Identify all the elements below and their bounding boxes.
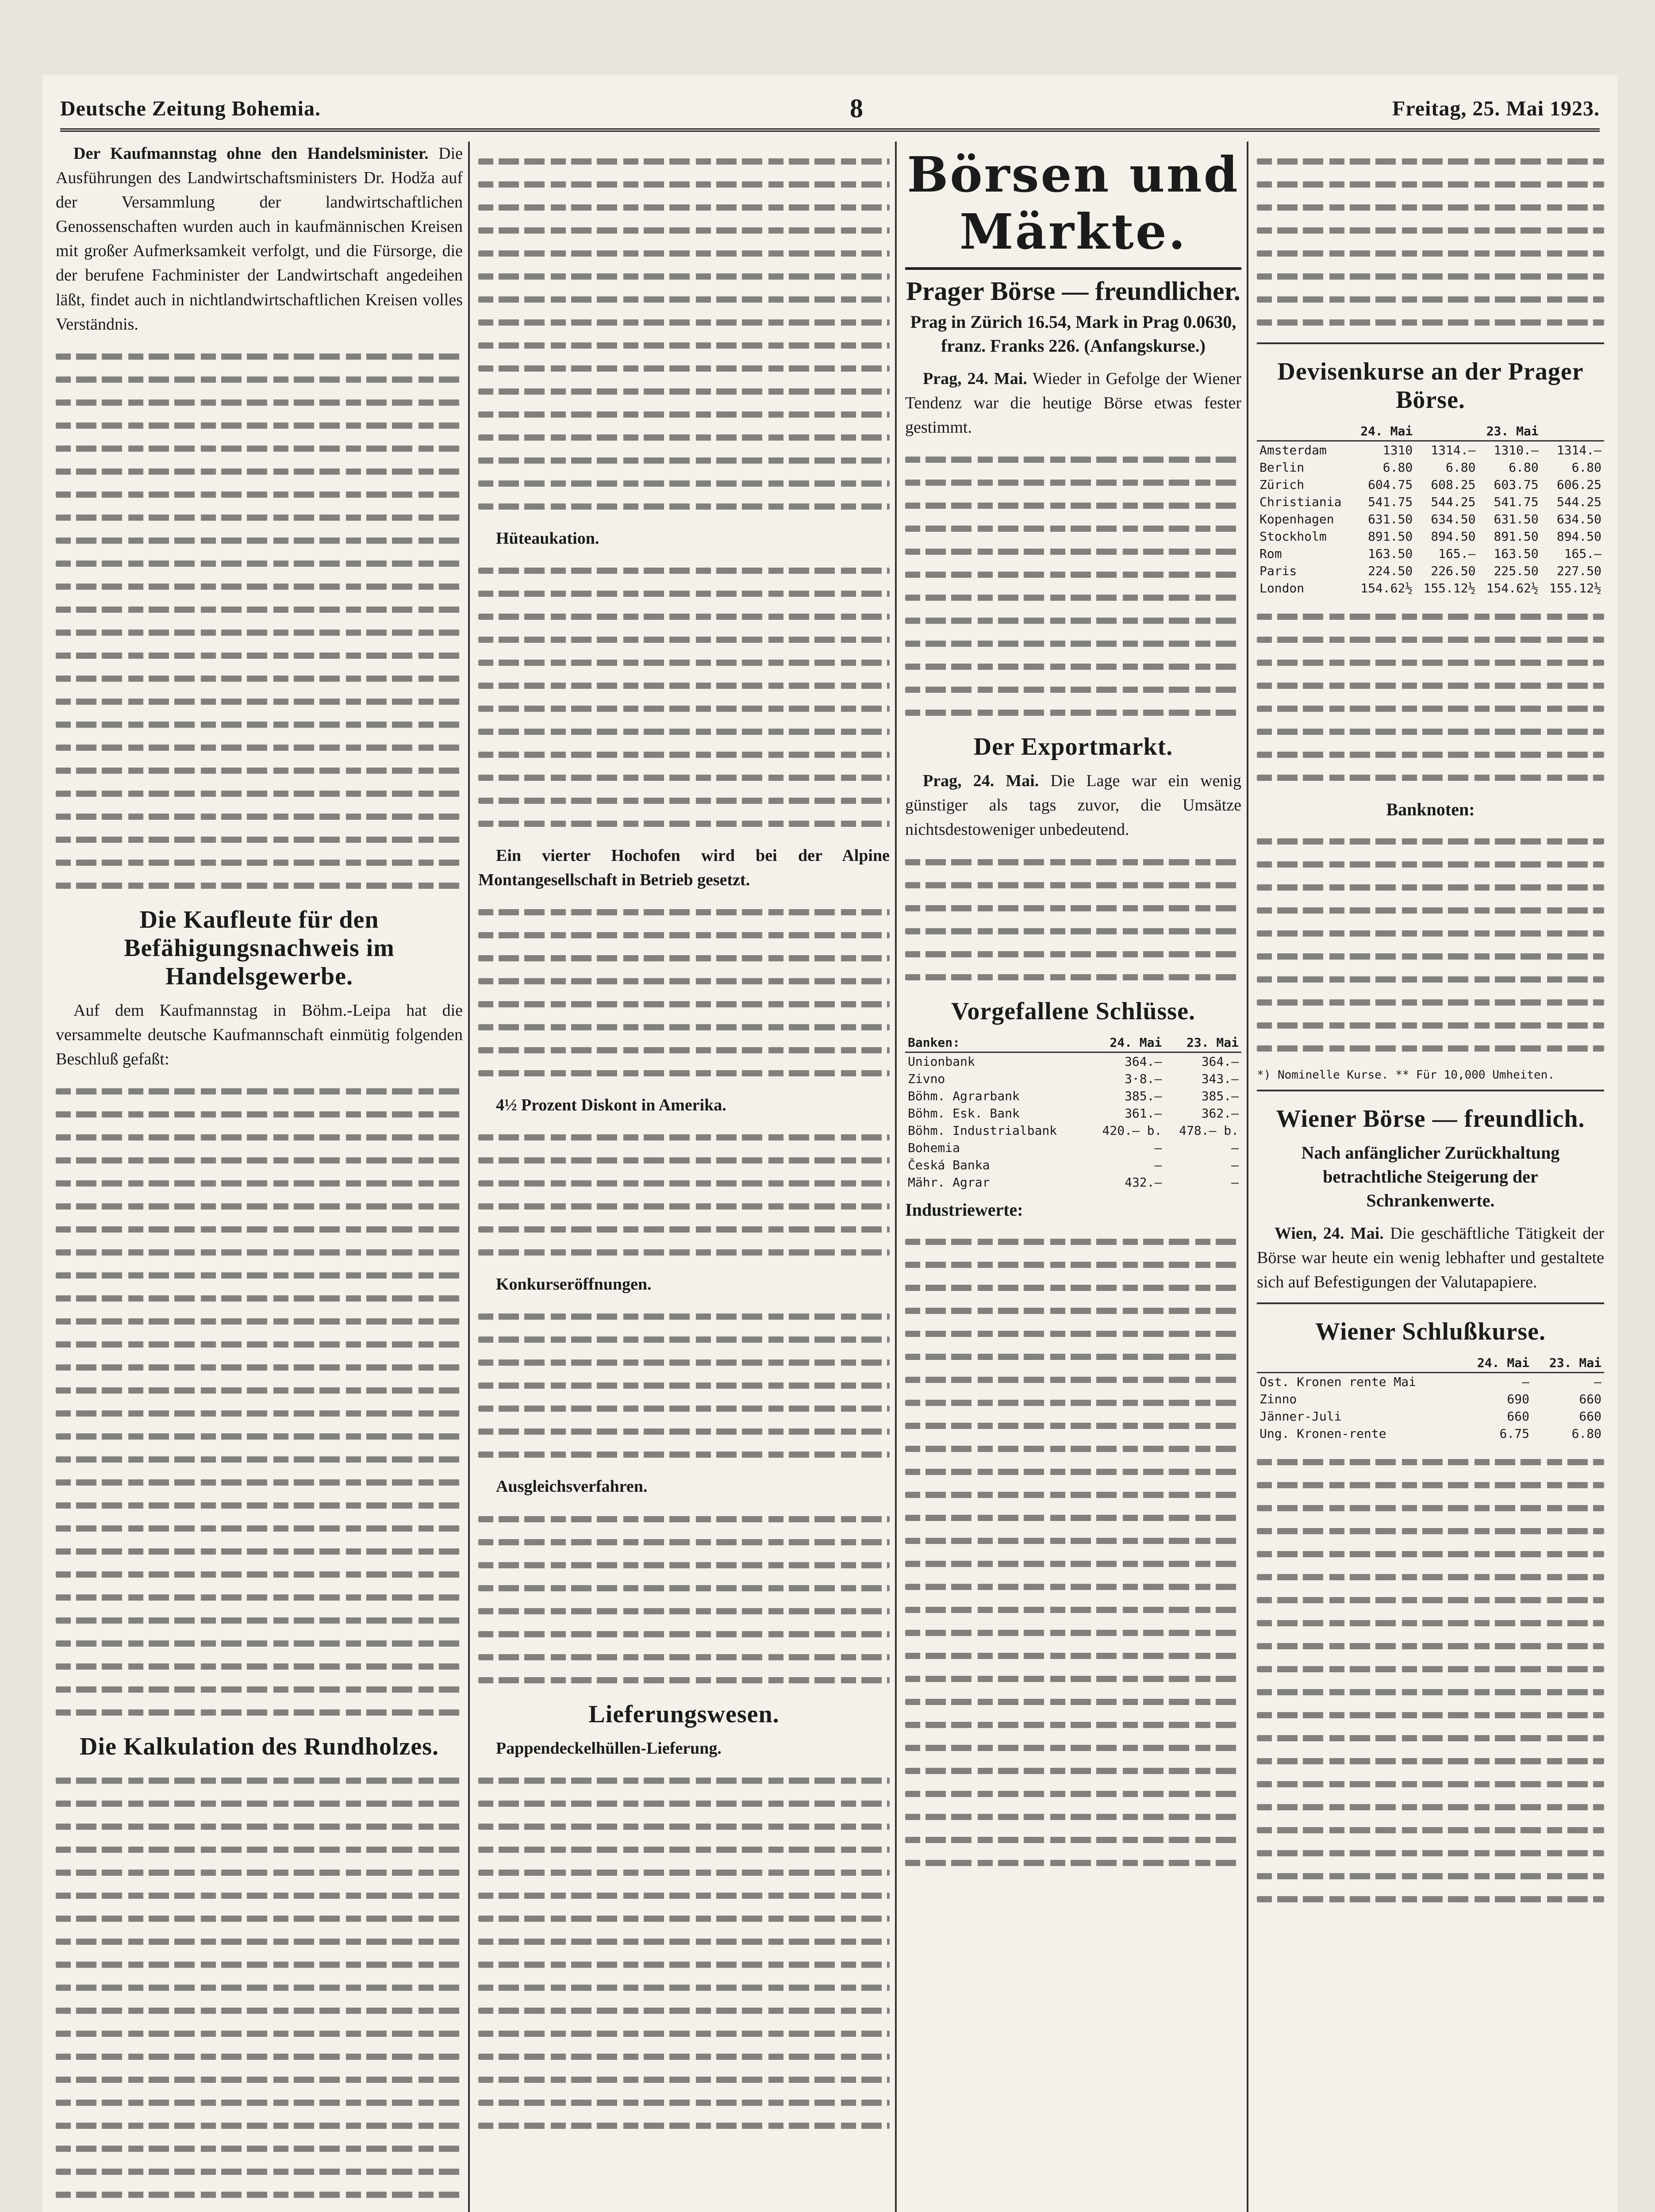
- notice-paragraph: [478, 1736, 890, 1761]
- text-block: [478, 1516, 890, 1683]
- table-cell: 6.80: [1446, 460, 1476, 475]
- notice-lead: Ein vierter Hochofen wird bei der Alpine Montangesellschaft in Betrieb gesetzt.: [478, 846, 890, 890]
- table-row: [1257, 441, 1604, 459]
- section-heading: Vorgefallene Schlüsse.: [951, 997, 1195, 1025]
- table-subheading: Industriewerte:: [905, 1199, 1023, 1220]
- table-cell: Mähr. Agrar: [908, 1175, 990, 1190]
- table-row: [905, 1174, 1241, 1191]
- column-2: [478, 142, 890, 2212]
- table-cell: 891.50: [1368, 529, 1413, 544]
- table-cell: 1310.—: [1494, 443, 1539, 457]
- text-block: [1257, 158, 1604, 326]
- table-cell: 894.50: [1431, 529, 1476, 544]
- table-cell: Unionbank: [908, 1054, 975, 1069]
- table-cell: Ost. Kronen rente Mai: [1259, 1375, 1417, 1390]
- column-rule: [895, 142, 897, 2212]
- table-header-cell: 23. Mai: [1532, 1354, 1604, 1373]
- article-lead: Prag, 24. Mai.: [923, 369, 1027, 388]
- text-block: [478, 1778, 890, 2129]
- column-3: [905, 142, 1241, 2212]
- table-footnote: *) Nominelle Kurse. ** Für 10,000 Umheiten.: [1257, 1068, 1555, 1082]
- market-subnote: Prag in Zürich 16.54, Mark in Prag 0.0630, franz. Franks 226. (Anfangskurse.): [910, 312, 1236, 356]
- table-cell: 604.75: [1368, 477, 1413, 492]
- article-text: Wieder in Gefolge der Wiener Tendenz war die heutige Börse etwas fester gestimmt.: [905, 369, 1241, 437]
- article-lead: Wien, 24. Mai.: [1275, 1224, 1384, 1243]
- table-row: [1257, 1425, 1604, 1442]
- closes-table: [905, 1033, 1241, 1191]
- text-block: [56, 353, 463, 889]
- table-cell: 155.12½: [1423, 581, 1476, 595]
- table-row: [905, 1139, 1241, 1156]
- page-number: 8: [849, 93, 863, 123]
- table-cell: 226.50: [1431, 564, 1476, 578]
- section-divider: [1257, 1302, 1604, 1304]
- section-heading: Wiener Schlußkurse.: [1315, 1318, 1546, 1346]
- table-cell: 634.50: [1556, 512, 1601, 526]
- table-cell: 660: [1579, 1409, 1601, 1424]
- table-header-cell: [1541, 422, 1604, 441]
- table-row: [1257, 1408, 1604, 1425]
- text-block: [478, 1313, 890, 1458]
- table-header-cell: [1257, 1354, 1460, 1373]
- table-cell: Bohemia: [908, 1140, 960, 1155]
- table-cell: Christiania: [1259, 495, 1342, 509]
- table-cell: 544.25: [1431, 495, 1476, 509]
- table-cell: 1314.—: [1431, 443, 1476, 457]
- column-1: [56, 142, 463, 2212]
- section-heading: Der Exportmarkt.: [973, 733, 1173, 761]
- table-cell: 343.—: [1201, 1071, 1239, 1086]
- table-cell: 603.75: [1494, 477, 1539, 492]
- table-cell: 608.25: [1431, 477, 1476, 492]
- table-cell: Böhm. Esk. Bank: [908, 1106, 1020, 1121]
- newspaper-page: [42, 75, 1617, 2212]
- article-paragraph: [56, 142, 463, 337]
- table-cell: Böhm. Agrarbank: [908, 1088, 1020, 1103]
- notice-lead: Ausgleichsverfahren.: [496, 1477, 648, 1496]
- table-row: [1257, 511, 1604, 528]
- text-block: [56, 1778, 463, 2212]
- column-4: [1257, 142, 1604, 2212]
- table-header-cell: Banken:: [905, 1033, 1088, 1052]
- table-cell: 361.—: [1125, 1106, 1162, 1121]
- section-divider: [1257, 1090, 1604, 1091]
- table-cell: 225.50: [1494, 564, 1539, 578]
- table-row: [1257, 545, 1604, 562]
- section-heading: Lieferungswesen.: [588, 1700, 780, 1728]
- table-cell: 364.—: [1201, 1054, 1239, 1069]
- table-cell: Ung. Kronen-rente: [1259, 1426, 1386, 1441]
- text-block: [478, 158, 890, 510]
- table-cell: 385.—: [1201, 1088, 1239, 1103]
- article-paragraph: [905, 367, 1241, 440]
- table-cell: 660: [1579, 1392, 1601, 1407]
- table-cell: Paris: [1259, 564, 1297, 578]
- notice-paragraph: [478, 526, 890, 551]
- notice-paragraph: [478, 1272, 890, 1297]
- article-text: Die Ausführungen des Landwirtschaftsministers Dr. Hodža auf der Versammlung der landwirtschaftlichen Genossenschaften wurden auch in kaufmännischen Kreisen mit großer Aufmerksamkeit verfolgt, und die Fürsorge, die der berufene Fachminister der Landwirtschaft angedeihen läßt, findet auch in nichtlandwirtschaftlichen Kreisen volles Verständnis.: [56, 144, 463, 334]
- table-cell: 154.62½: [1486, 581, 1539, 595]
- table-row: [1257, 476, 1604, 493]
- table-header-row: [1257, 422, 1604, 441]
- table-cell: 165.—: [1564, 546, 1601, 561]
- section-divider: [1257, 342, 1604, 344]
- article-paragraph: Auf dem Kaufmannstag in Böhm.-Leipa hat die versammelte deutsche Kaufmannschaft einmütig folgenden Beschluß gefaßt:: [56, 1001, 463, 1068]
- table-cell: 1314.—: [1556, 443, 1601, 457]
- section-heading: Wiener Börse — freundlich.: [1276, 1105, 1585, 1133]
- table-cell: Stockholm: [1259, 529, 1327, 544]
- devisen-table: [1257, 422, 1604, 597]
- table-cell: 163.50: [1494, 546, 1539, 561]
- notice-paragraph: [478, 844, 890, 892]
- table-row: [1257, 580, 1604, 597]
- notice-lead: Pappendeckelhüllen-Lieferung.: [496, 1739, 722, 1758]
- table-cell: —: [1154, 1157, 1162, 1172]
- table-cell: 1310: [1382, 443, 1413, 457]
- table-cell: 165.—: [1438, 546, 1476, 561]
- table-cell: 634.50: [1431, 512, 1476, 526]
- table-row: [905, 1052, 1241, 1070]
- issue-date: Freitag, 25. Mai 1923.: [1392, 96, 1600, 120]
- table-block: [905, 1239, 1241, 1866]
- table-cell: 660: [1507, 1409, 1529, 1424]
- table-cell: —: [1154, 1140, 1162, 1155]
- article-lead: Der Kaufmannstag ohne den Handelsminister.: [73, 144, 429, 163]
- schluss-table: [1257, 1354, 1604, 1442]
- table-cell: —: [1522, 1375, 1529, 1390]
- notice-lead: Hüteaukation.: [496, 529, 599, 548]
- table-cell: Jänner-Juli: [1259, 1409, 1342, 1424]
- article-lead: Prag, 24. Mai.: [923, 772, 1039, 791]
- table-cell: —: [1231, 1140, 1239, 1155]
- table-header-cell: 23. Mai: [1478, 422, 1541, 441]
- table-cell: Zürich: [1259, 477, 1305, 492]
- table-row: [1257, 459, 1604, 476]
- table-cell: Česká Banka: [908, 1157, 990, 1172]
- table-cell: Böhm. Industrialbank: [908, 1123, 1057, 1138]
- table-cell: 6.80: [1571, 460, 1601, 475]
- running-header: [60, 88, 1600, 132]
- table-row: [1257, 562, 1604, 580]
- column-rule: [1247, 142, 1248, 2212]
- table-cell: 227.50: [1556, 564, 1601, 578]
- table-header-cell: [1257, 422, 1352, 441]
- table-cell: 891.50: [1494, 529, 1539, 544]
- section-heading: Die Kalkulation des Rundholzes.: [79, 1733, 439, 1761]
- text-block: [56, 1088, 463, 1716]
- table-cell: Kopenhagen: [1259, 512, 1334, 526]
- table-row: [905, 1105, 1241, 1122]
- table-header-cell: 24. Mai: [1088, 1033, 1165, 1052]
- table-row: [905, 1122, 1241, 1139]
- notice-lead: 4½ Prozent Diskont in Amerika.: [496, 1096, 726, 1115]
- table-cell: 364.—: [1125, 1054, 1162, 1069]
- table-cell: 541.75: [1494, 495, 1539, 509]
- table-cell: 606.25: [1556, 477, 1601, 492]
- table-cell: 541.75: [1368, 495, 1413, 509]
- text-block: [478, 909, 890, 1076]
- table-header-row: [1257, 1354, 1604, 1373]
- table-cell: 420.— b.: [1102, 1123, 1162, 1138]
- table-header-row: [905, 1033, 1241, 1052]
- table-cell: —: [1231, 1157, 1239, 1172]
- article-paragraph: [905, 769, 1241, 842]
- column-rule: [468, 142, 470, 2212]
- text-block: [478, 568, 890, 827]
- table-cell: Zivno: [908, 1071, 945, 1086]
- table-cell: —: [1231, 1175, 1239, 1190]
- table-cell: 631.50: [1494, 512, 1539, 526]
- table-cell: 6.80: [1509, 460, 1539, 475]
- table-cell: Zinno: [1259, 1392, 1297, 1407]
- table-subheading: Banknoten:: [1386, 799, 1475, 819]
- table-cell: 155.12½: [1549, 581, 1601, 595]
- table-row: [1257, 528, 1604, 545]
- table-cell: 362.—: [1201, 1106, 1239, 1121]
- market-subhead: Prager Börse — freundlicher.: [906, 276, 1240, 306]
- table-cell: —: [1594, 1375, 1601, 1390]
- section-masthead: Börsen und Märkte.: [905, 146, 1241, 270]
- table-cell: 163.50: [1368, 546, 1413, 561]
- table-cell: 6.80: [1571, 1426, 1601, 1441]
- section-heading: Devisenkurse an der Prager Börse.: [1277, 358, 1584, 414]
- section-intro: Nach anfänglicher Zurückhaltung betrachtliche Steigerung der Schrankenwerte.: [1301, 1143, 1560, 1210]
- text-block: [905, 457, 1241, 716]
- table-row: [905, 1156, 1241, 1174]
- table-row: [1257, 493, 1604, 511]
- table-cell: 385.—: [1125, 1088, 1162, 1103]
- table-row: [1257, 1373, 1604, 1391]
- table-row: [1257, 1390, 1604, 1408]
- table-header-cell: 24. Mai: [1352, 422, 1415, 441]
- table-row: [905, 1087, 1241, 1105]
- table-cell: London: [1259, 581, 1305, 595]
- article-text: Die Lage war ein wenig günstiger als tags zuvor, die Umsätze nichtsdestoweniger unbedeutend.: [905, 772, 1241, 839]
- section-heading: Die Kaufleute für den Befähigungsnachweis im Handelsgewerbe.: [124, 906, 395, 990]
- text-block: [478, 1134, 890, 1256]
- table-block: [1257, 614, 1604, 781]
- table-header-cell: [1415, 422, 1478, 441]
- table-cell: 224.50: [1368, 564, 1413, 578]
- newspaper-name: Deutsche Zeitung Bohemia.: [60, 96, 321, 120]
- article-paragraph: [1257, 1221, 1604, 1294]
- table-cell: Rom: [1259, 546, 1282, 561]
- table-cell: 432.—: [1125, 1175, 1162, 1190]
- table-cell: Amsterdam: [1259, 443, 1327, 457]
- notice-lead: Konkurseröffnungen.: [496, 1275, 652, 1294]
- table-cell: 6.75: [1499, 1426, 1529, 1441]
- table-cell: 6.80: [1382, 460, 1413, 475]
- article-text: Die geschäftliche Tätigkeit der Börse war heute ein wenig lebhafter und gestaltete sich auf Befestigungen der Valutapapiere.: [1257, 1224, 1604, 1292]
- text-block: [905, 859, 1241, 980]
- table-cell: 690: [1507, 1392, 1529, 1407]
- notice-paragraph: [478, 1475, 890, 1499]
- table-header-cell: 24. Mai: [1460, 1354, 1532, 1373]
- table-cell: Berlin: [1259, 460, 1305, 475]
- table-cell: 544.25: [1556, 495, 1601, 509]
- table-cell: 154.62½: [1360, 581, 1413, 595]
- table-cell: 3·8.—: [1125, 1071, 1162, 1086]
- table-block: [1257, 838, 1604, 1052]
- table-row: [905, 1070, 1241, 1087]
- table-cell: 631.50: [1368, 512, 1413, 526]
- notice-paragraph: [478, 1093, 890, 1118]
- table-cell: 894.50: [1556, 529, 1601, 544]
- table-block: [1257, 1459, 1604, 1902]
- table-header-cell: 23. Mai: [1164, 1033, 1241, 1052]
- table-cell: 478.— b.: [1179, 1123, 1239, 1138]
